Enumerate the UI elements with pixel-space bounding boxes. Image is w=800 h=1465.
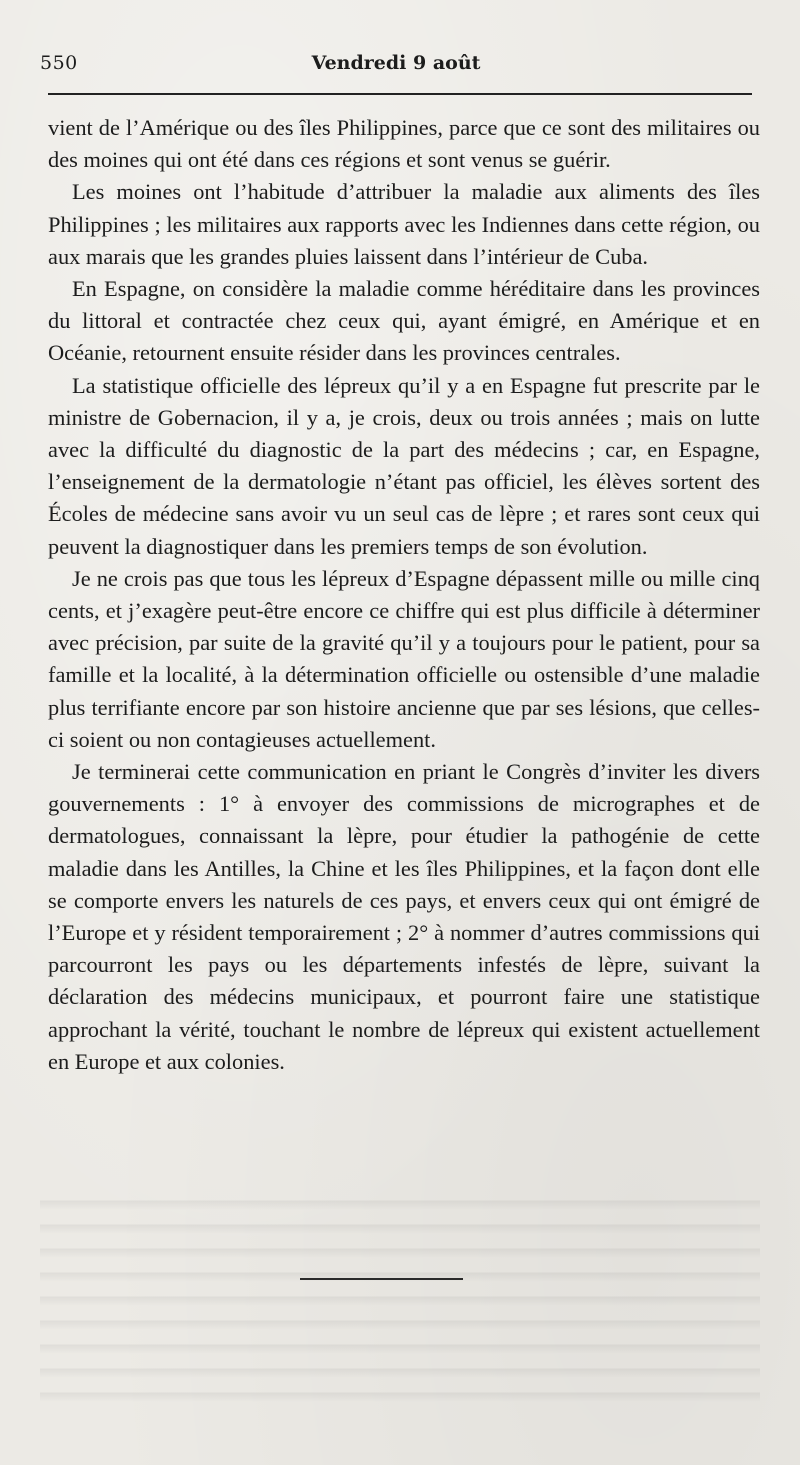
paragraph: Je ne crois pas que tous les lépreux d’Espagne dépassent mille ou mille cinq cents, et j’exagère peut-être encore ce chiffre qui est plus difficile à déterminer avec précision, par suite de la gravité qu’il y a toujours pour le patient, pour sa famille et la localité, à la détermination officielle ou ostensible d’une maladie plus terrifiante encore par son histoire ancienne que par ses lésions, que celles-ci soient ou non contagieuses actuellement. (48, 565, 760, 752)
body-text (48, 112, 760, 1078)
header-rule (48, 93, 752, 95)
paragraph: En Espagne, on considère la maladie comme héréditaire dans les provinces du littoral et contractée chez ceux qui, ayant émigré, en Amérique et en Océanie, retournent ensuite résider dans les provinces centrales. (48, 276, 760, 366)
running-head: Vendredi 9 août (311, 52, 481, 74)
section-end-rule (300, 1278, 463, 1280)
paragraph: La statistique officielle des lépreux qu’il y a en Espagne fut prescrite par le ministre de Gobernacion, il y a, je crois, deux ou trois années ; mais on lutte avec la difficulté du diagnostic de la part des médecins ; car, en Espagne, l’enseignement de la dermatologie n’étant pas officiel, les élèves sortent des Écoles de médecine sans avoir vu un seul cas de lèpre ; et rares sont ceux qui peuvent la diagnostiquer dans les premiers temps de son évolution. (48, 372, 760, 559)
show-through-shadow (40, 1186, 760, 1406)
paragraph: Les moines ont l’habitude d’attribuer la maladie aux aliments des îles Philippines ; les militaires aux rapports avec les Indiennes dans cette région, ou aux marais que les grandes pluies laissent dans l’intérieur de Cuba. (48, 179, 760, 269)
page-number: 550 (40, 52, 78, 74)
page-header (40, 52, 752, 82)
paragraph: Je terminerai cette communication en priant le Congrès d’inviter les divers gouvernements : 1° à envoyer des commissions de micrographes et de dermatologues, connaissant la lèpre, pour étudier la pathogénie de cette maladie dans les Antilles, la Chine et les îles Philippines, et la façon dont elle se comporte envers les naturels de ces pays, et envers ceux qui ont émigré de l’Europe et y résident temporairement ; 2° à nommer d’autres commissions qui parcourront les pays ou les départements infestés de lèpre, suivant la déclaration des médecins municipaux, et pourront faire une statistique approchant la vérité, touchant le nombre de lépreux qui existent actuellement en Europe et aux colonies. (48, 759, 760, 1074)
paragraph-continued: vient de l’Amérique ou des îles Philippines, parce que ce sont des militaires ou des moines qui ont été dans ces régions et sont venus se guérir. (48, 115, 760, 173)
